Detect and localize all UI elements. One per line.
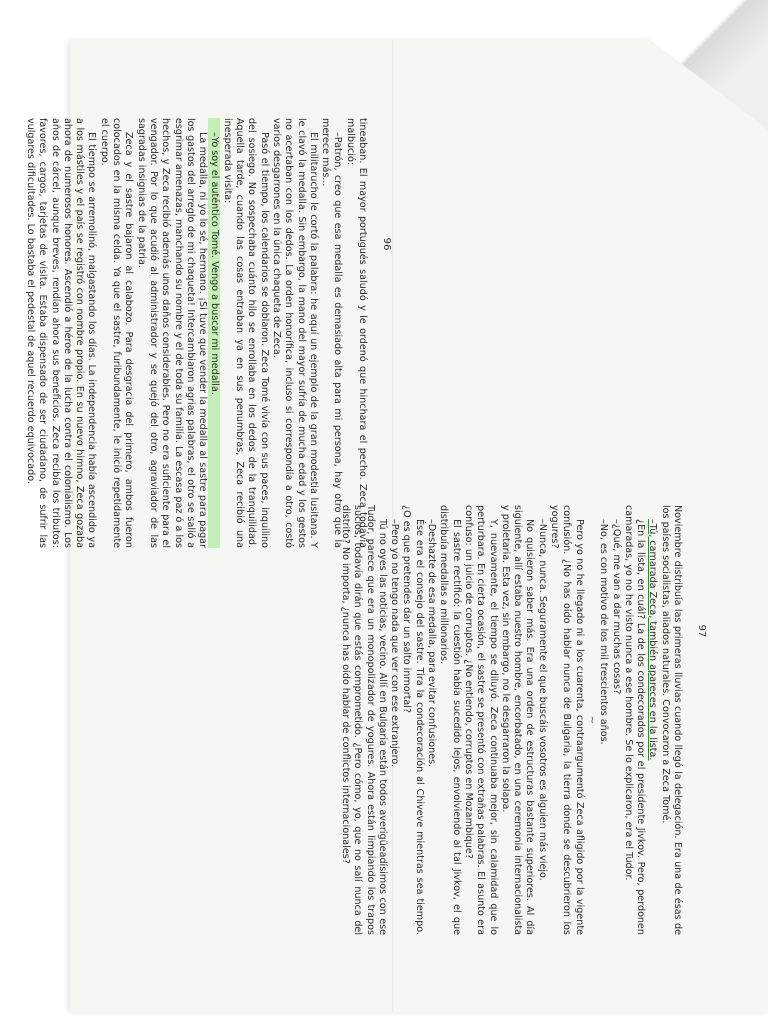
paragraph-highlighted: –Yo soy el auténtico Tomé. Vengo a buscar mi medalla. [208, 118, 220, 548]
paragraph: Pero yo no he llegado ni a los cuarenta, contraargumentó Zeca afligido por la vigente confusión. ¿No has oído hablar nunca de Bulgaria, la tierra donde se descubrieron los yogures? [549, 505, 585, 935]
right-page [339, 505, 707, 935]
paragraph: –¿Qué, me van a dar muchas cosas? [610, 519, 622, 695]
paragraph: Y, nuevamente, el tiempo se diluyó. Zeca continuaba mejor, sin calamidad que lo perturbara. En cierta ocasión, el sastre se presentó con extrañas palabras. El asunto era confuso: un juicio de corruptos. ¿No entiendo, corruptos en Mozambique? [462, 505, 499, 935]
paragraph: –Deshazte de esa medalla, para evitar confusiones. [426, 519, 438, 768]
paragraph: ¿En la lista, en cuál? La de los condecorados por el presidente Jivkov. Pero, perdonen camaradas, yo no he visto nunca a ese hombre. Se lo explicaron, era el Tudor. [622, 505, 647, 935]
page-number: 96 [381, 237, 392, 251]
paragraph: El militarucho le cortó la palabra: he aquí un ejemplo de la gran modestia lusitana. Y le clavó la medalla. Sin embargo, la mano del mayor sufría de mucha edad y los gestos no acertaban con los dedos. La orden honorífica, incluso si correspondía a otro, costó varios desgarrones en la única chaqueta de Zeca. [270, 118, 319, 548]
paragraph: Noviembre distribuía las primeras lluvias cuando llegó la delegación. Era una de ésas de los países socialistas, aliados naturales. Convocaron a Zeca Tomé. [659, 505, 683, 935]
paragraph: El sastre rectificó: la cuestión había sucedido lejos, envolviendo al tal Jivkov, el que distribuía medallas a millonarios. [438, 505, 462, 935]
paragraph-underlined: –Tú, camarada Zeca, también apareces en la lista. [647, 519, 659, 761]
paragraph: –No, es con motivo de los mil trescientos años. [598, 519, 610, 745]
paragraph: La medalla, ni yo lo sé, hermano. ¡Si tuve que vender la medalla al sastre para pagar los gastos del arreglo de mi chaqueta! Intercambiaron agrias palabras, el otro se salió a esgrimar amenazas, manchando su nombre y el de toda su familia. La escasa paz ó a los hechos, y Zeca recibió además unos daños considerables. Pero no era suficiente para el vengador. Por lo que acudió al administrador y se quejó del otro, agraviador de las sagradas insignias de la patria. [135, 118, 209, 548]
paragraph: Pasó el tiempo, los calendarios se doblaron. Zeca Tomé vivía con sus paces, inquilino del sosiego. No sospechaba cuánto hilo se enrollaba en los dedos de la tranquilidad. Aquella tarde, cuando las cosas entraban ya en sus penumbras, Zeca recibió una inesperada visita: [221, 118, 270, 548]
paragraph: No quisieron saber más. Era una orden de estructuras bastante superiores. Al día siguiente, allí estaba nuestro hombre, encorbatado, en una ceremonia internacionalista y proletaria. Esta vez, sin embargo, no le desgarraron la solapa. [499, 505, 536, 935]
paragraph: –Nunca, nunca. Seguramente el que buscáis vosotros es alguien más viejo. [536, 519, 548, 881]
page-number: 97 [696, 624, 707, 638]
paragraph: –Patrón, creo que esa medalla es demasiado alta para mi persona, hay otro que la merece más... [320, 118, 344, 548]
paragraph: Ése era el consejo del sastre. Tira la condecoración al Chiveve mientras sea tiempo. ¿O es que pretendes dar un salto inmortal? [401, 505, 425, 935]
section-break: ~ [585, 715, 597, 725]
paragraph: Zeca y el sastre bajaron al calabozo. Para desgracia del primero, ambos fueron colocados en la misma celda. Ya que el sastre, furibundamente, le inició repetidamente el cuerpo. [98, 118, 135, 548]
paragraph: Tú no oyes las noticias, vecino. Allí en Bulgaria están todos averigüeadísimos con ese Tudor, parece que era un monopolizador de yogures. Ahora están limpiando los trapos sucios, todavía dirán que estás comprometido. ¿Pero cómo, yo, que no salí nunca del distrito? No importa, ¿nunca has oído hablar de conflictos internacionales? [339, 505, 388, 935]
paragraph: tineaban. El mayor portugués saludó y le ordenó que hinchara el pecho. Zeca todavía malbució: [344, 118, 368, 548]
paragraph: –Pero yo no tengo nada que ver con ese extranjero. [389, 519, 401, 768]
left-page [24, 118, 392, 548]
paragraph: El tiempo se arremolinó, malgastando los días. La independencia había ascendido ya a los mástiles y el país se registró con nombre propio. En su nuevo himno, Zeca gozaba ahora de numerosos honores. Ascendió a héroe de la lucha contra el colonialismo. Los años de cárcel, aunque breves, rendían ahora sus beneficios. Zeca recibía los tributos: favores, cargos, tarjetas de visita. Estaba dispensado de ser ciudadano, de sufrir las vulgares dificultades. Lo bastaba el pedestal de aquel recuerdo equivocado. [24, 118, 98, 548]
